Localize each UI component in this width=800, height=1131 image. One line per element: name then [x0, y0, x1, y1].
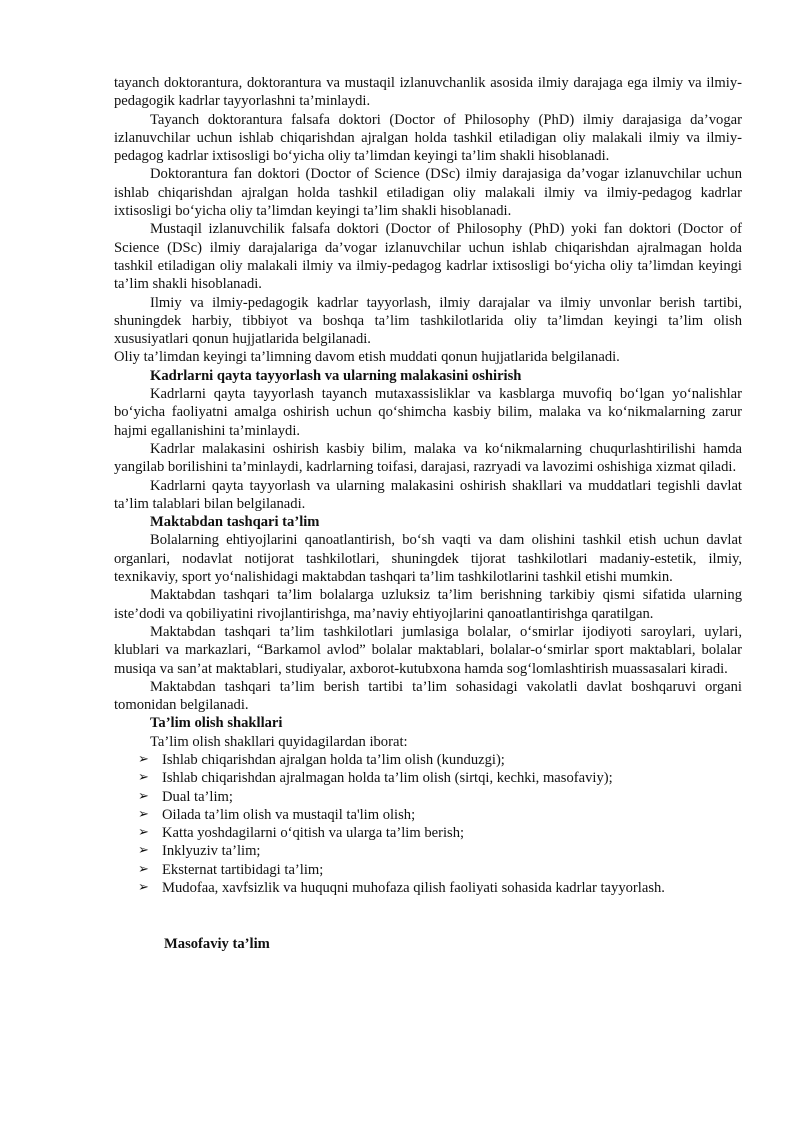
- list-item-text: Oilada ta’lim olish va mustaqil ta'lim olish;: [162, 806, 416, 823]
- paragraph: Doktorantura fan doktori (Doctor of Science (DSc) ilmiy darajasiga da’vogar izlanuvchilar uchun ishlab chiqarishdan ajralgan holda tashkil etiladigan oliy malakali ilmiy va ilmiy-pedagog kadrlar ixtisosligi bo‘yicha oliy ta’limdan keyingi ta’lim shakli hisoblanadi.: [114, 166, 742, 220]
- section-heading: Ta’lim olish shakllari: [150, 715, 283, 732]
- document-page: [114, 74, 742, 954]
- arrow-bullet-icon: ➢: [138, 806, 149, 822]
- paragraph: Maktabdan tashqari ta’lim berish tartibi ta’lim sohasidagi vakolatli davlat boshqaruvi organi tomonidan belgilanadi.: [114, 678, 742, 714]
- arrow-bullet-icon: ➢: [138, 770, 149, 786]
- list-item: [138, 769, 742, 787]
- list-item: [138, 824, 742, 842]
- list-item-text: Ishlab chiqarishdan ajralgan holda ta’lim olish (kunduzgi);: [162, 751, 505, 768]
- list-item: [138, 842, 742, 860]
- paragraph: Kadrlar malakasini oshirish kasbiy bilim, malaka va ko‘nikmalarning chuqurlashtirilishi hamda yangilab borilishini ta’minlaydi, kadrlarning toifasi, darajasi, razryadi va lavozimi oshishiga xizmat qiladi.: [114, 440, 742, 476]
- section-heading: Masofaviy ta’lim: [164, 936, 270, 953]
- paragraph: Kadrlarni qayta tayyorlash va ularning malakasini oshirish shakllari va muddatlari tegishli davlat ta’lim talablari bilan belgilanadi.: [114, 477, 742, 512]
- paragraph: Bolalarning ehtiyojlarini qanoatlantirish, bo‘sh vaqti va dam olishini tashkil etish uchun davlat organlari, nodavlat notijorat tashkilotlari, shuningdek tijorat tashkilotlari madaniy-estetik, ilmiy, texnikaviy, sport yo‘nalishidagi maktabdan tashqari ta’lim tashkilotlarini tashkil etishi mumkin.: [114, 532, 742, 586]
- arrow-bullet-icon: ➢: [138, 825, 149, 841]
- forms-list: [114, 751, 742, 897]
- list-item: [138, 861, 742, 879]
- list-item: [138, 788, 742, 806]
- list-item: [138, 806, 742, 824]
- section-heading: Maktabdan tashqari ta’lim: [150, 514, 320, 531]
- arrow-bullet-icon: ➢: [138, 861, 149, 877]
- list-item-text: Mudofaa, xavfsizlik va huquqni muhofaza qilish faoliyati sohasida kadrlar tayyorlash.: [162, 880, 665, 897]
- paragraph: Maktabdan tashqari ta’lim tashkilotlari jumlasiga bolalar, o‘smirlar ijodiyoti saroylari, uylari, klublari va markazlari, “Barkamol avlod” bolalar maktablari, bolalar-o‘smirlar sport maktablari, bolalar musiqa va san’at maktablari, studiyalar, axborot-kutubxona hamda sog‘lomlashtirish muassasalari kiradi.: [114, 623, 742, 677]
- list-item-text: Eksternat tartibidagi ta’lim;: [162, 861, 324, 878]
- list-item-text: Ishlab chiqarishdan ajralmagan holda ta’lim olish (sirtqi, kechki, masofaviy);: [162, 770, 613, 787]
- paragraph: Tayanch doktorantura falsafa doktori (Doctor of Philosophy (PhD) ilmiy darajasiga da’vogar izlanuvchilar uchun ishlab chiqarishdan ajralgan holda tashkil etiladigan oliy malakali ilmiy va ilmiy-pedagog kadrlar ixtisosligi bo‘yicha oliy ta’limdan keyingi ta’lim shakli hisoblanadi.: [114, 111, 742, 165]
- arrow-bullet-icon: ➢: [138, 751, 149, 767]
- list-intro: Ta’lim olish shakllari quyidagilardan iborat:: [150, 733, 408, 750]
- paragraph: Maktabdan tashqari ta’lim bolalarga uzluksiz ta’lim berishning tarkibiy qismi sifatida ularning iste’dodi va qobiliyatini rivojlantirishga, ma’naviy ehtiyojlarini qanoatlantirishga qaratilgan.: [114, 587, 742, 622]
- paragraph: Mustaqil izlanuvchilik falsafa doktori (Doctor of Philosophy (PhD) yoki fan doktori (Doctor of Science (DSc) ilmiy darajalariga da’vogar izlanuvchilar uchun ishlab chiqarishdan ajralmagan holda tashkil etiladigan oliy malakali ilmiy va ilmiy-pedagog kadrlar ixtisosligi bo‘yicha oliy ta’limdan keyingi ta’lim shakli hisoblanadi.: [114, 221, 742, 293]
- list-item: [138, 751, 742, 769]
- arrow-bullet-icon: ➢: [138, 788, 149, 804]
- paragraph: Ilmiy va ilmiy-pedagogik kadrlar tayyorlash, ilmiy darajalar va ilmiy unvonlar berish tartibi, shuningdek harbiy, tibbiyot va boshqa ta’lim tashkilotlarida oliy ta’limdan keyingi ta’lim olish xususiyatlari qonun hujjatlarida belgilanadi.: [114, 294, 742, 348]
- paragraph: Oliy ta’limdan keyingi ta’limning davom etish muddati qonun hujjatlarida belgilanadi.: [114, 349, 620, 366]
- list-item: [138, 879, 742, 897]
- list-item-text: Inklyuziv ta’lim;: [162, 843, 261, 860]
- arrow-bullet-icon: ➢: [138, 880, 149, 896]
- list-item-text: Katta yoshdagilarni o‘qitish va ularga ta’lim berish;: [162, 825, 465, 842]
- paragraph: tayanch doktorantura, doktorantura va mustaqil izlanuvchanlik asosida ilmiy darajaga ega ilmiy va ilmiy-pedagogik kadrlar tayyorlashni ta’minlaydi.: [114, 75, 742, 110]
- section-heading: Kadrlarni qayta tayyorlash va ularning malakasini oshirish: [150, 367, 522, 384]
- arrow-bullet-icon: ➢: [138, 843, 149, 859]
- paragraph: Kadrlarni qayta tayyorlash tayanch mutaxassisliklar va kasblarga muvofiq bo‘lgan yo‘nalishlar bo‘yicha faoliyatni amalga oshirish uchun qo‘shimcha kasbiy bilim, malaka va ko‘nikmalarning zarur hajmi egallanishini ta’minlaydi.: [114, 386, 742, 439]
- list-item-text: Dual ta’lim;: [162, 788, 233, 805]
